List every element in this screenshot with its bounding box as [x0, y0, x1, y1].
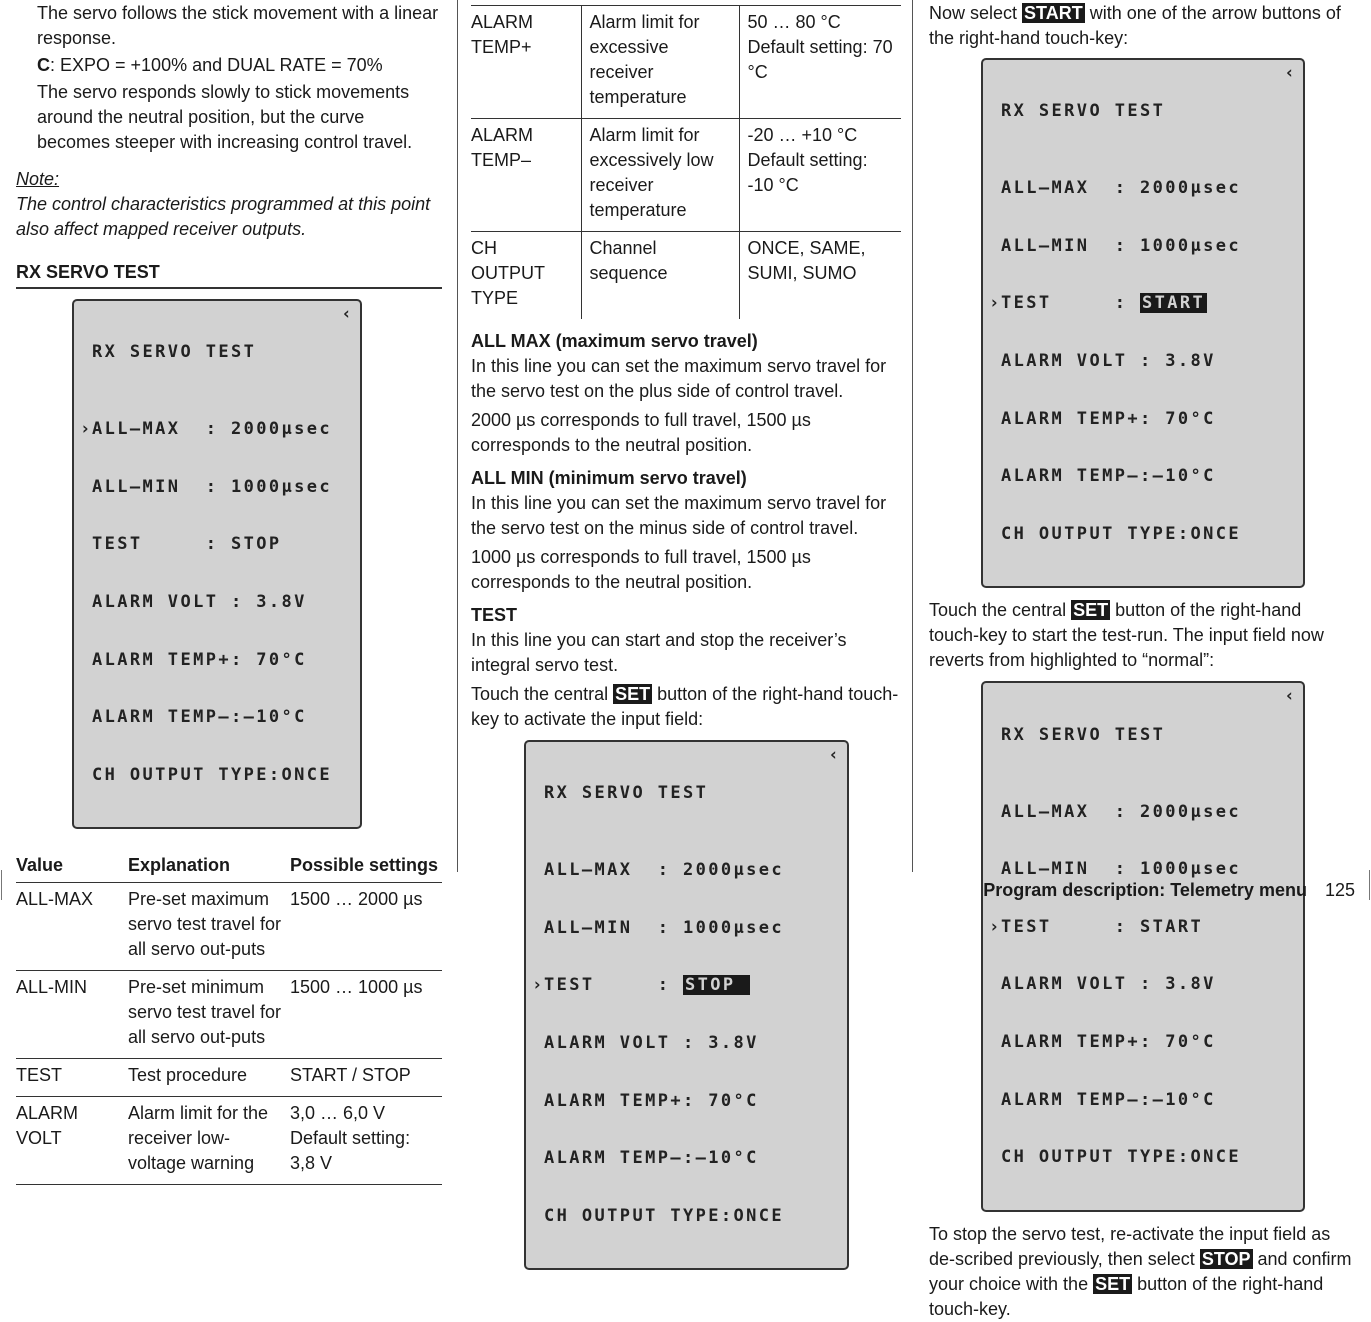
- lcd-highlighted-value: STOP: [684, 975, 749, 996]
- heading-all-min: ALL MIN (minimum servo travel): [471, 468, 747, 488]
- table-cell: ALL-MAX: [16, 883, 128, 971]
- page-footer: [983, 878, 1355, 903]
- table-cell: ALARM TEMP–: [471, 119, 581, 232]
- lcd-line-alarm-temp-minus: [989, 467, 1297, 486]
- lcd-text: CH OUTPUT TYPE:ONCE: [1001, 523, 1242, 544]
- paragraph-start-test-run: [929, 598, 1354, 673]
- paragraph-test-2: [471, 682, 901, 732]
- lcd-line-alarm-temp-plus: [989, 410, 1297, 429]
- paragraph-select-start: [929, 1, 1354, 51]
- cursor-icon: ›: [80, 419, 93, 440]
- table-cell: ALARM TEMP+: [471, 6, 581, 119]
- footer-label: Program description: Telemetry menu: [983, 880, 1307, 900]
- lcd-text: ALL–MAX : 2000μsec: [1001, 178, 1242, 199]
- table-row: [471, 232, 901, 320]
- table-row: [471, 6, 901, 119]
- paragraph-all-min-1: In this line you can set the maximum servo travel for the servo test on the minus side of control travel.: [471, 493, 887, 538]
- paragraph-linear: The servo follows the stick movement with a linear response.: [37, 3, 439, 48]
- text: To stop the servo test, re-activate the input field as de-scribed previously, then select: [929, 1223, 1331, 1269]
- cursor-icon: ›: [532, 975, 545, 996]
- lcd-line-alarm-temp-minus: [989, 1091, 1297, 1110]
- set-key-label: SET: [1095, 1273, 1131, 1294]
- lcd-text: ALARM TEMP+: 70°C: [1001, 408, 1216, 429]
- lcd-text: TEST : STOP: [92, 534, 282, 555]
- set-key-label: SET: [615, 684, 651, 704]
- set-key-label: SET: [1073, 600, 1109, 621]
- lcd-text: CH OUTPUT TYPE:ONCE: [1001, 1147, 1242, 1168]
- header-value: Value: [16, 849, 128, 883]
- back-arrow-icon: ‹: [1284, 63, 1297, 83]
- lcd-line-alarm-volt: [532, 1034, 841, 1053]
- paragraph-all-min-2: 1000 µs corresponds to full travel, 1500 µs corresponds to the neutral position.: [471, 547, 811, 592]
- lcd-text: TEST :: [1001, 293, 1140, 314]
- lcd-title-text: RX SERVO TEST: [1001, 101, 1166, 122]
- lcd-line-ch-output: [989, 525, 1297, 544]
- c-text: : EXPO = +100% and DUAL RATE = 70%: [50, 55, 383, 75]
- section-title-rx-servo-test: RX SERVO TEST: [16, 260, 442, 289]
- table-header-row: [16, 849, 442, 883]
- lcd-text: ALARM TEMP–:–10°C: [544, 1148, 759, 1169]
- table-row: [471, 119, 901, 232]
- table-cell: 50 … 80 °C Default setting: 70 °C: [739, 6, 901, 119]
- table-cell: ALL-MIN: [16, 971, 128, 1059]
- table-row: [16, 971, 442, 1059]
- lcd-text: ALL–MAX : 2000μsec: [544, 860, 785, 881]
- table-cell: START / STOP: [290, 1059, 442, 1097]
- lcd-line-ch-output: [989, 1148, 1297, 1167]
- table-cell: Alarm limit for the receiver low-voltage warning: [128, 1097, 290, 1185]
- lcd-text: ALL–MIN : 1000μsec: [1001, 235, 1242, 256]
- table-cell: TEST: [16, 1059, 128, 1097]
- lcd-line-alarm-volt: [989, 352, 1297, 371]
- table-cell: ONCE, SAME, SUMI, SUMO: [747, 238, 866, 283]
- lcd-line-all-max: [989, 179, 1297, 198]
- lcd-text: ALL–MAX : 2000μsec: [1001, 801, 1242, 822]
- table-row: [16, 1059, 442, 1097]
- column-divider-left: [457, 0, 458, 872]
- lcd-text: TEST : START: [1001, 916, 1204, 937]
- table-cell: Alarm limit for excessively low receiver temperature: [581, 119, 739, 232]
- lcd-line-all-min: [989, 237, 1297, 256]
- lcd-text: ALARM TEMP–:–10°C: [92, 707, 307, 728]
- column-divider-right: [912, 0, 913, 872]
- paragraph-all-max-1: In this line you can set the maximum servo travel for the servo test on the plus side of control travel.: [471, 356, 887, 401]
- lcd-display-test-stop: [524, 740, 849, 1270]
- paragraph-stop-test: [929, 1222, 1354, 1322]
- table-cell: 1500 … 1000 µs: [290, 971, 442, 1059]
- text: Touch the central: [929, 600, 1072, 621]
- column-2: [471, 0, 901, 1270]
- table-row: [16, 1097, 442, 1185]
- lcd-line-alarm-temp-minus: [532, 1149, 841, 1168]
- crop-mark-left: [1, 870, 2, 900]
- lcd-title-text: RX SERVO TEST: [544, 783, 709, 804]
- lcd-line-alarm-volt: [80, 593, 354, 612]
- lcd-line-all-max: [532, 861, 841, 880]
- heading-all-max: ALL MAX (maximum servo travel): [471, 331, 758, 351]
- heading-test: TEST: [471, 605, 518, 625]
- table-cell: Test procedure: [128, 1059, 290, 1097]
- paragraph-c-setting: [16, 53, 442, 78]
- lcd-line-ch-output: [80, 766, 354, 785]
- lcd-text: CH OUTPUT TYPE:ONCE: [544, 1205, 785, 1226]
- crop-mark-right: [1369, 870, 1370, 900]
- lcd-text: ALL–MAX : 2000μsec: [92, 419, 333, 440]
- text: Touch the central: [471, 684, 614, 704]
- lcd-text: ALARM TEMP+: 70°C: [1001, 1031, 1216, 1052]
- lcd-line-alarm-temp-plus: [989, 1033, 1297, 1052]
- lcd-title-text: RX SERVO TEST: [92, 342, 257, 363]
- cursor-icon: ›: [989, 293, 1002, 314]
- lcd-title: [532, 784, 841, 803]
- page-number: 125: [1324, 880, 1355, 900]
- table-cell: -20 … +10 °C Default setting: -10 °C: [739, 119, 901, 232]
- lcd-display-test-start-normal: [981, 681, 1305, 1211]
- lcd-highlighted-value: START: [1141, 293, 1206, 314]
- lcd-text: ALARM TEMP+: 70°C: [92, 649, 307, 670]
- paragraph-expo: The servo responds slowly to stick movements around the neutral position, but the curve becomes steeper with increasing control travel.: [37, 82, 413, 152]
- lcd-title: [989, 102, 1297, 121]
- table-cell: CH OUTPUT TYPE: [471, 232, 581, 320]
- lcd-title: [989, 726, 1297, 745]
- lcd-line-all-min: [80, 478, 354, 497]
- lcd-line-test: [989, 918, 1297, 937]
- lcd-text: ALL–MIN : 1000μsec: [92, 476, 333, 497]
- lcd-text: ALL–MIN : 1000μsec: [544, 917, 785, 938]
- table-cell: Channel sequence: [581, 232, 739, 320]
- lcd-text: ALARM VOLT : 3.8V: [1001, 974, 1216, 995]
- table-cell: 1500 … 2000 µs: [290, 883, 442, 971]
- lcd-text: ALARM VOLT : 3.8V: [1001, 350, 1216, 371]
- column-1: [16, 0, 442, 1185]
- table-row: [16, 883, 442, 971]
- lcd-line-alarm-volt: [989, 975, 1297, 994]
- lcd-text: TEST :: [544, 975, 683, 996]
- header-possible-settings: Possible settings: [290, 849, 442, 883]
- text: and confirm your choice with the: [929, 1248, 1352, 1294]
- lcd-line-all-max: [80, 420, 354, 439]
- text: button of the right-hand touch-key to activate the input field:: [471, 684, 899, 729]
- lcd-text: CH OUTPUT TYPE:ONCE: [92, 764, 333, 785]
- lcd-line-test: [989, 294, 1297, 313]
- lcd-text: ALARM TEMP+: 70°C: [544, 1090, 759, 1111]
- lcd-text: ALARM TEMP–:–10°C: [1001, 466, 1216, 487]
- table-cell: Pre-set minimum servo test travel for all servo out-puts: [128, 971, 290, 1059]
- settings-table-1: [16, 849, 442, 1185]
- header-explanation: Explanation: [128, 849, 290, 883]
- lcd-line-test: [532, 976, 841, 995]
- table-cell: Alarm limit for excessive receiver temperature: [581, 6, 739, 119]
- back-arrow-icon: ‹: [828, 745, 841, 765]
- paragraph-all-max-2: 2000 µs corresponds to full travel, 1500 µs corresponds to the neutral position.: [471, 410, 811, 455]
- text: button of the right-hand touch-key to start the test-run. The input field now reverts from highlighted to “normal”:: [929, 600, 1324, 671]
- lcd-text: ALARM TEMP–:–10°C: [1001, 1089, 1216, 1110]
- column-3: [929, 0, 1354, 1322]
- table-cell: 3,0 … 6,0 V Default setting: 3,8 V: [290, 1097, 442, 1185]
- lcd-text: ALARM VOLT : 3.8V: [544, 1032, 759, 1053]
- lcd-title-text: RX SERVO TEST: [1001, 724, 1166, 745]
- lcd-line-all-min: [989, 860, 1297, 879]
- stop-label: STOP: [1201, 1248, 1251, 1269]
- back-arrow-icon: ‹: [1284, 686, 1297, 707]
- lcd-line-ch-output: [532, 1207, 841, 1226]
- settings-table-2: [471, 5, 901, 319]
- lcd-line-alarm-temp-minus: [80, 708, 354, 727]
- text: Now select: [929, 3, 1023, 23]
- paragraph-test-1: In this line you can start and stop the receiver’s integral servo test.: [471, 630, 847, 675]
- cursor-icon: ›: [989, 916, 1002, 937]
- lcd-display-rx-servo-test: [72, 299, 362, 829]
- lcd-title: [80, 343, 354, 362]
- lcd-line-all-max: [989, 803, 1297, 822]
- text: with one of the arrow buttons of the right-hand touch-key:: [929, 3, 1341, 48]
- lcd-line-all-min: [532, 919, 841, 938]
- text: button of the right-hand touch-key.: [929, 1273, 1324, 1319]
- start-label: START: [1024, 3, 1083, 23]
- table-cell: Pre-set maximum servo test travel for all servo out-puts: [128, 883, 290, 971]
- note-label: Note:: [16, 169, 60, 189]
- lcd-line-alarm-temp-plus: [80, 651, 354, 670]
- lcd-line-alarm-temp-plus: [532, 1092, 841, 1111]
- c-label: C: [37, 55, 50, 75]
- back-arrow-icon: ‹: [341, 304, 354, 324]
- lcd-line-test: [80, 535, 354, 554]
- note-text: The control characteristics programmed at this point also affect mapped receiver outputs.: [16, 194, 431, 239]
- lcd-text: ALL–MIN : 1000μsec: [1001, 859, 1242, 880]
- table-cell: ALARM VOLT: [16, 1097, 128, 1185]
- lcd-display-test-start-highlighted: [981, 58, 1305, 588]
- lcd-text: ALARM VOLT : 3.8V: [92, 591, 307, 612]
